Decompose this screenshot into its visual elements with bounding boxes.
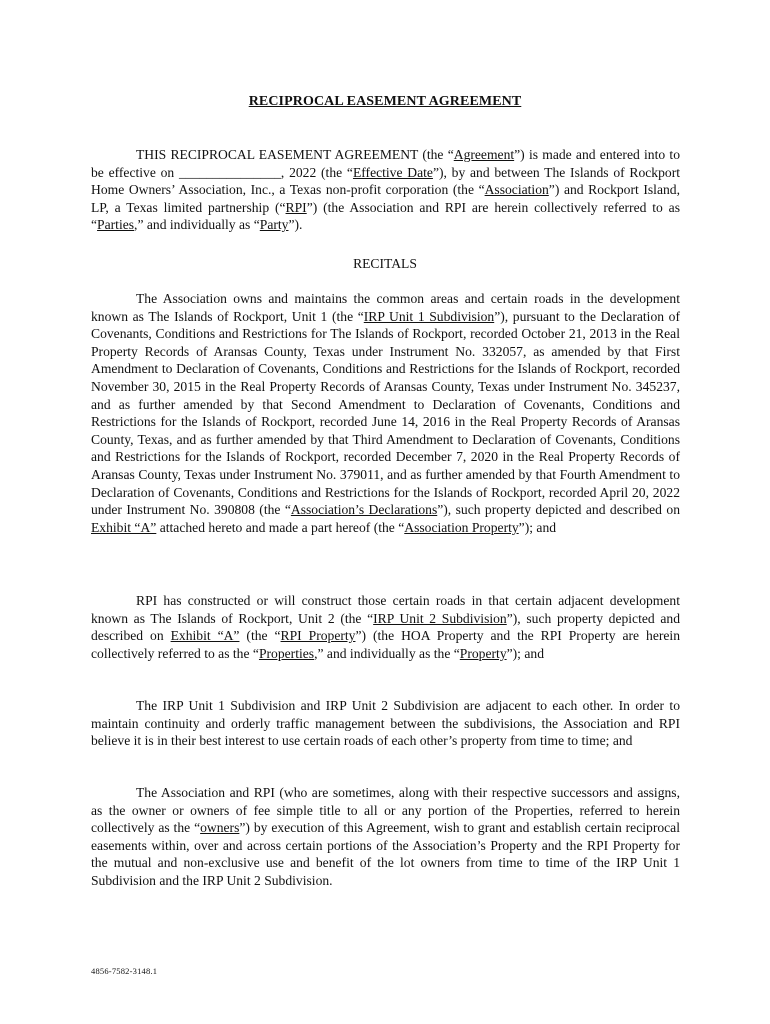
intro-text: ”), by and between The Islands of Rockport Home Owners’ Association, Inc., a Texas non-profit corporation (the “ — [91, 164, 680, 198]
recital-text: (the “ — [239, 628, 281, 644]
recital-paragraph-2 — [91, 592, 680, 662]
recital-text: ”), pursuant to the Declaration of Covenants, Conditions and Restrictions for The Islands of Rockport, recorded October 21, 2013 in the Real Property Records of Aransas County, Texas under Instrument No. 332057, as amended by that First Amendment to Declaration of Covenants, Conditions and Restrictions for the Islands of Rockport, recorded November 30, 2015 in the Real Property Records of Aransas County, Texas under Instrument No. 345237, and as further amended by that Second Amendment to Declaration of Covenants, Conditions and Restrictions for the Islands of Rockport, recorded June 14, 2016 in the Real Property Records of Aransas County, Texas, and as further amended by that Third Amendment to Declaration of Covenants, Conditions and Restrictions for the Islands of Rockport, recorded December 7, 2020 in the Real Property Records of Aransas County, Texas under Instrument No. 379011, and as further amended by that Fourth Amendment to Declaration of Covenants, Conditions and Restrictions for the Islands of Rockport, recorded April 20, 2022 under Instrument No. 390808 (the “ — [91, 308, 680, 518]
document-id-footer: 4856-7582-3148.1 — [91, 966, 158, 976]
recital-text: ,” and individually as the “ — [314, 645, 460, 661]
recitals-heading: RECITALS — [353, 256, 417, 271]
intro-text: ”) (the Association and RPI are herein collectively referred to as “ — [91, 199, 680, 233]
document-title: RECIPROCAL EASEMENT AGREEMENT — [248, 94, 522, 109]
recital-paragraph-3 — [91, 697, 680, 750]
recital-text: ”), such property depicted and described on — [437, 502, 680, 518]
defined-term-party: Party — [259, 217, 289, 233]
defined-term-association-declarations: Association’s Declarations — [290, 502, 438, 518]
defined-term-irp-unit-1: IRP Unit 1 Subdivision — [363, 308, 495, 324]
intro-paragraph — [91, 146, 680, 234]
recital-text: The Association owns and maintains the common areas and certain roads in the development known as The Islands of Rockport, Unit 1 (the “ — [91, 291, 680, 324]
recital-paragraph-4 — [91, 784, 680, 890]
exhibit-reference: Exhibit “A” — [91, 519, 157, 535]
recital-text: RPI has constructed or will construct those certain roads in that certain adjacent development known as The Islands of Rockport, Unit 2 (the “ — [91, 593, 680, 626]
recital-text: ”); and — [506, 645, 544, 661]
intro-text: ”) and Rockport Island, LP, a Texas limited partnership (“ — [91, 182, 680, 215]
defined-term-association-property: Association Property — [404, 519, 519, 535]
recital-text: The IRP Unit 1 Subdivision and IRP Unit 2 Subdivision are adjacent to each other. In order to maintain continuity and orderly traffic management between the subdivisions, the Association and RPI believe it is in their best interest to use certain roads of each other’s property from time to time; and — [91, 698, 680, 749]
defined-term-irp-unit-2: IRP Unit 2 Subdivision — [373, 610, 507, 626]
recital-paragraph-1 — [91, 290, 680, 536]
defined-term-property: Property — [459, 645, 507, 661]
defined-term-parties: Parties — [97, 217, 135, 233]
recital-text: ”) (the HOA Property and the RPI Property are herein collectively referred to as the “ — [91, 628, 681, 661]
recital-text: ”) by execution of this Agreement, wish to grant and establish certain reciprocal easements within, over and across certain portions of the Association’s Property and the RPI Property for the mutual and non-exclusive use and benefit of the lot owners from time to time of the IRP Unit 1 Subdivision and the IRP Unit 2 Subdivision. — [91, 820, 680, 888]
intro-text: ”). — [288, 217, 303, 233]
intro-text: ”) is made and entered into to be effective on _______________, 2022 (the “ — [91, 147, 680, 180]
defined-term-rpi-property: RPI Property — [280, 628, 356, 644]
intro-text: ,” and individually as “ — [134, 217, 260, 233]
defined-term-rpi: RPI — [285, 199, 307, 215]
intro-text: THIS RECIPROCAL EASEMENT AGREEMENT (the “ — [136, 147, 454, 162]
recital-text: The Association and RPI (who are sometimes, along with their respective successors and assigns, as the owner or owners of fee simple title to all or any portion of the Properties, referred to herein collectively as the “ — [91, 785, 680, 836]
defined-term-owners: owners — [200, 820, 240, 836]
recital-text: attached hereto and made a part hereof (the “ — [156, 519, 405, 535]
defined-term-properties: Properties — [258, 645, 315, 661]
recital-text: ”), such property depicted and described on — [91, 610, 680, 644]
defined-term-association: Association — [484, 182, 549, 198]
exhibit-reference: Exhibit “A” — [170, 628, 240, 644]
defined-term-agreement: Agreement — [453, 147, 515, 162]
defined-term-effective-date: Effective Date — [352, 164, 433, 180]
recital-text: ”); and — [518, 519, 557, 535]
